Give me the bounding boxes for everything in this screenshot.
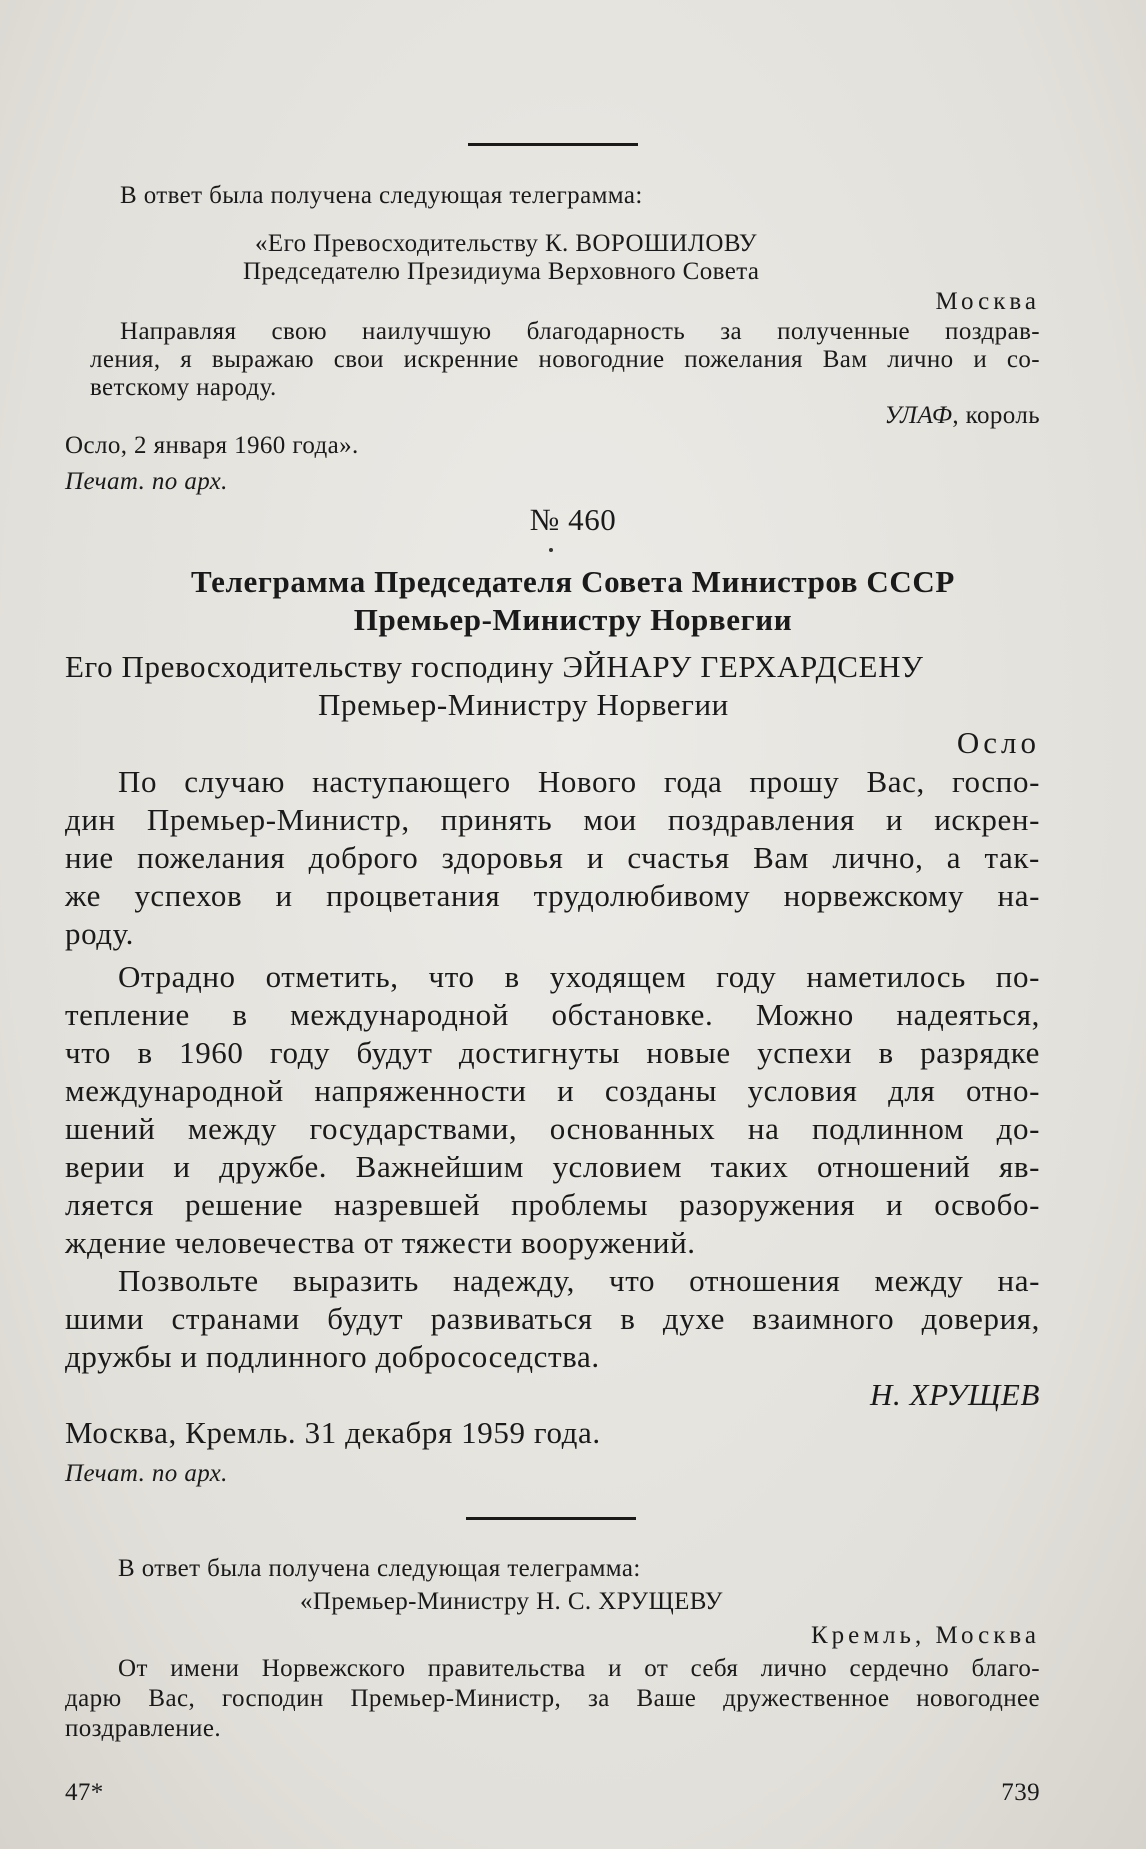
document-source: Печат. по арх. (65, 1460, 228, 1487)
document-address-line-2: Премьер-Министру Норвегии (318, 687, 729, 722)
document-title-line-1: Телеграмма Председателя Совета Министров СССР (191, 564, 955, 599)
ink-dot (549, 548, 553, 552)
section-divider (466, 1517, 636, 1520)
body-line: роду. (65, 916, 135, 951)
body-line: ждение человечества от тяжести вооружений. (65, 1225, 696, 1260)
reply-body-line: Направляя свою наилучшую благодарность за полученные поздрав- (120, 318, 1040, 345)
document-signature: Н. ХРУЩЕВ (869, 1377, 1040, 1412)
reply-body-line: ления, я выражаю свои искренние новогодние пожелания Вам лично и со- (90, 346, 1040, 373)
body-line: Отрадно отметить, что в уходящем году наметилось по- (118, 959, 1040, 994)
body-line: ляется решение назревшей проблемы разоружения и освобо- (65, 1187, 1040, 1222)
reply2-city: Кремль, Москва (810, 1622, 1040, 1649)
body-line: дружбы и подлинного добрососедства. (65, 1339, 600, 1374)
reply-intro: В ответ была получена следующая телеграмма: (120, 182, 643, 209)
body-line: международной напряженности и созданы условия для отно- (65, 1073, 1040, 1108)
document-number: № 460 (529, 502, 617, 537)
body-line: Позвольте выразить надежду, что отношения между на- (118, 1263, 1040, 1298)
body-line: же успехов и процветания трудолюбивому норвежскому на- (65, 878, 1040, 913)
reply-address-line-2: Председателю Президиума Верховного Совета (243, 258, 760, 285)
reply2-body-line: дарю Вас, господин Премьер-Министр, за Ваше дружественное новогоднее (65, 1685, 1040, 1712)
body-line: тепление в международной обстановке. Можно надеяться, (65, 997, 1040, 1032)
reply2-body-line: поздравление. (65, 1715, 221, 1742)
body-line: что в 1960 году будут достигнуты новые успехи в разрядке (65, 1035, 1040, 1070)
signature-mark: 47* (65, 1779, 104, 1806)
document-city: Осло (956, 725, 1040, 760)
reply-source: Печат. по арх. (65, 468, 228, 495)
body-line: шими странами будут развиваться в духе взаимного доверия, (65, 1301, 1040, 1336)
document-address-line-1: Его Превосходительству господину ЭЙНАРУ ГЕРХАРДСЕНУ (65, 649, 924, 684)
reply-signature-name: УЛАФ (884, 402, 953, 429)
reply-date: Осло, 2 января 1960 года». (65, 432, 359, 459)
body-line: верии и дружбе. Важнейшим условием таких отношений яв- (65, 1149, 1040, 1184)
body-line: ние пожелания доброго здоровья и счастья Вам лично, а так- (65, 840, 1040, 875)
document-title-line-2: Премьер-Министру Норвегии (353, 602, 793, 637)
reply-address-line-1: «Его Превосходительству К. ВОРОШИЛОВУ (255, 230, 757, 257)
reply2-address: «Премьер-Министру Н. С. ХРУЩЕВУ (300, 1588, 723, 1615)
page-number: 739 (1001, 1779, 1040, 1806)
reply-body-line: ветскому народу. (90, 374, 277, 401)
reply-city: Москва (935, 288, 1040, 315)
reply-signature (700, 400, 1040, 431)
reply2-intro: В ответ была получена следующая телеграмма: (118, 1555, 641, 1582)
body-line: дин Премьер-Министр, принять мои поздравления и искрен- (65, 802, 1040, 837)
section-divider (468, 143, 638, 146)
body-line: шений между государствами, основанных на подлинном до- (65, 1111, 1040, 1146)
document-date: Москва, Кремль. 31 декабря 1959 года. (65, 1415, 601, 1450)
body-line: По случаю наступающего Нового года прошу Вас, госпо- (118, 764, 1040, 799)
reply-signature-title: , король (952, 402, 1040, 429)
reply2-body-line: От имени Норвежского правительства и от себя лично сердечно благо- (118, 1655, 1040, 1682)
